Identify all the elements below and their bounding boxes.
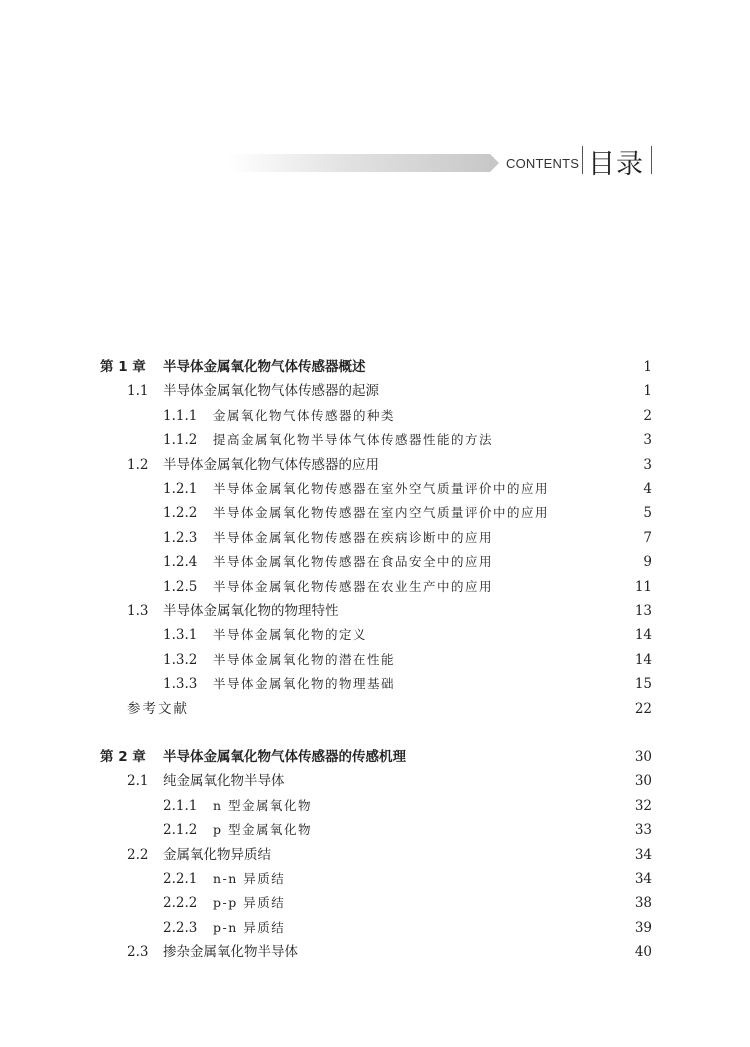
toc-entry-title: 纯金属氧化物半导体: [163, 773, 285, 790]
toc-entry-title: 半导体金属氧化物传感器在疾病诊断中的应用: [213, 529, 494, 545]
toc-entry-number: 1.1.2: [163, 432, 198, 449]
toc-entry-page: 15: [634, 676, 652, 693]
toc-entry-page: 13: [634, 603, 652, 619]
toc-entry-page: 38: [634, 895, 652, 912]
toc-entry-number: 1.3.1: [163, 627, 198, 644]
toc-entry-section: [127, 380, 652, 402]
toc-leader-dots: [497, 429, 632, 451]
toc-leader-dots: [289, 892, 629, 914]
toc-entry-sub: [163, 917, 652, 939]
toc-entry-number: 1.2.2: [163, 505, 198, 522]
toc-entry-number: 2.1.1: [163, 797, 198, 814]
contents-header: [0, 138, 750, 186]
toc-entry-number: 1.3.2: [163, 651, 198, 668]
toc-entry-sub: [163, 624, 652, 646]
toc-entry-page: 4: [643, 481, 652, 497]
toc-entry-title: 半导体金属氧化物传感器在室内空气质量评价中的应用: [213, 505, 550, 521]
toc-entry-title: 半导体金属氧化物的物理特性: [163, 603, 339, 619]
toc-entry-page: 22: [634, 700, 652, 717]
toc-entry-title: 提高金属氧化物半导体气体传感器性能的方法: [213, 432, 494, 448]
toc-entry-page: 5: [643, 505, 652, 522]
toc-entry-title: n-n 异质结: [213, 871, 286, 886]
toc-entry-title: 半导体金属氧化物传感器在食品安全中的应用: [213, 554, 494, 570]
toc-entry-section: [127, 770, 652, 792]
toc-entry-title: 半导体金属氧化物传感器在农业生产中的应用: [213, 578, 494, 594]
toc-leader-dots: [275, 844, 629, 866]
toc-leader-dots: [193, 698, 629, 720]
header-arrow-tip: [490, 154, 499, 172]
toc-entry-number: 1.2.1: [163, 481, 198, 497]
toc-entry-title: 掺杂金属氧化物半导体: [163, 944, 298, 961]
toc-leader-dots: [497, 551, 632, 573]
toc-entry-sub: [163, 527, 652, 549]
toc-entry-number: 2.2: [127, 846, 149, 863]
toc-entry-title: p-n 异质结: [213, 919, 286, 935]
toc-entry-page: 39: [634, 919, 652, 936]
toc-entry-sub: [163, 673, 652, 695]
header-gradient-bar: [228, 154, 490, 172]
toc-leader-dots: [399, 673, 629, 695]
toc-entry-title: 半导体金属氧化物气体传感器概述: [163, 359, 366, 375]
toc-entry-title: 半导体金属氧化物的定义: [213, 627, 368, 643]
toc-entry-title: 金属氧化物异质结: [163, 846, 271, 863]
toc-entry-page: 9: [643, 554, 652, 571]
toc-entry-page: 11: [634, 578, 652, 595]
toc-entry-number: 2.2.2: [163, 895, 198, 912]
toc-leader-dots: [289, 917, 629, 939]
toc-entry-number: 第 2 章: [100, 749, 146, 765]
toc-entry-sub: [163, 868, 652, 890]
toc-entry-page: 2: [643, 407, 652, 424]
toc-entry-section: [127, 600, 652, 622]
toc-leader-dots: [343, 600, 629, 622]
toc-leader-dots: [289, 868, 629, 890]
toc-leader-dots: [383, 454, 632, 476]
toc-leader-dots: [399, 649, 629, 671]
toc-entry-page: 1: [643, 383, 652, 400]
toc-entry-number: 1.1.1: [163, 407, 198, 424]
toc-entry-number: 2.1.2: [163, 822, 198, 839]
toc-entry-number: 第 1 章: [100, 359, 146, 375]
toc-entry-title: 参考文献: [127, 700, 189, 717]
toc-leader-dots: [553, 478, 632, 500]
toc-leader-dots: [399, 405, 632, 427]
toc-leader-dots: [316, 819, 629, 841]
toc-entry-sub: [163, 892, 652, 914]
toc-entry-page: 32: [634, 797, 652, 814]
toc-entry-chapter: [100, 746, 652, 768]
toc-entry-section: [127, 844, 652, 866]
toc-entry-page: 3: [643, 432, 652, 449]
toc-entry-title: p 型金属氧化物: [213, 822, 312, 838]
toc-entry-number: 1.2.4: [163, 554, 198, 571]
toc-entry-title: 金属氧化物气体传感器的种类: [213, 407, 396, 423]
toc-entry-number: 1.1: [127, 383, 149, 400]
toc-entry-page: 7: [643, 529, 652, 546]
toc-entry-page: 33: [634, 822, 652, 839]
toc-entry-page: 14: [634, 627, 652, 644]
contents-label: CONTENTS: [506, 156, 580, 171]
toc-entry-page: 34: [634, 871, 652, 887]
toc-entry-title: 半导体金属氧化物气体传感器的传感机理: [163, 749, 406, 765]
toc-leader-dots: [383, 380, 632, 402]
toc-entry-number: 1.2: [127, 456, 149, 473]
toc-entry-number: 2.2.3: [163, 919, 198, 936]
toc-leader-dots: [553, 502, 632, 524]
toc-entry-title: 半导体金属氧化物的潜在性能: [213, 651, 396, 667]
toc-entry-sub: [163, 502, 652, 524]
toc-entry-title: 半导体金属氧化物传感器在室外空气质量评价中的应用: [213, 481, 550, 496]
toc-entry-page: 30: [634, 749, 652, 765]
toc-entry-sub: [163, 478, 652, 500]
toc-entry-number: 1.3.3: [163, 676, 198, 693]
toc-entry-sub: [163, 649, 652, 671]
toc-entry-sub: [163, 795, 652, 817]
toc-entry-page: 30: [634, 773, 652, 790]
toc-entry-number: 1.3: [127, 603, 149, 619]
toc-entry-sub: [163, 429, 652, 451]
toc-entry-number: 1.2.5: [163, 578, 198, 595]
toc-entry-sub: [163, 819, 652, 841]
toc-entry-sub: [163, 576, 652, 598]
toc-leader-dots: [497, 527, 632, 549]
toc-entry-chapter: [100, 356, 652, 378]
toc-entry-number: 2.1: [127, 773, 149, 790]
toc-entry-page: 40: [634, 944, 652, 961]
toc-entry-refs: [127, 698, 652, 720]
header-divider-right: [651, 146, 652, 174]
toc-entry-title: 半导体金属氧化物气体传感器的起源: [163, 383, 379, 400]
toc-entry-sub: [163, 405, 652, 427]
toc-leader-dots: [289, 770, 629, 792]
toc-leader-dots: [371, 624, 629, 646]
toc-entry-page: 14: [634, 651, 652, 668]
page-title: 目录: [588, 149, 644, 180]
toc-leader-dots: [497, 576, 629, 598]
toc-entry-title: 半导体金属氧化物的物理基础: [213, 676, 396, 692]
header-divider-left: [582, 146, 583, 174]
toc-leader-dots: [370, 356, 633, 378]
toc-entry-section: [127, 941, 652, 963]
toc-leader-dots: [302, 941, 629, 963]
toc-leader-dots: [316, 795, 629, 817]
toc-entry-title: n 型金属氧化物: [213, 797, 313, 813]
toc-entry-number: 2.3: [127, 944, 149, 961]
toc-entry-page: 3: [643, 456, 652, 473]
toc-entry-title: p-p 异质结: [213, 895, 286, 911]
toc-entry-page: 1: [643, 359, 652, 375]
toc-entry-sub: [163, 551, 652, 573]
toc-entry-number: 2.2.1: [163, 871, 198, 887]
toc-entry-page: 34: [634, 846, 652, 863]
toc-entry-title: 半导体金属氧化物气体传感器的应用: [163, 456, 379, 473]
toc-entry-number: 1.2.3: [163, 529, 198, 546]
toc-leader-dots: [410, 746, 629, 768]
toc-entry-section: [127, 454, 652, 476]
